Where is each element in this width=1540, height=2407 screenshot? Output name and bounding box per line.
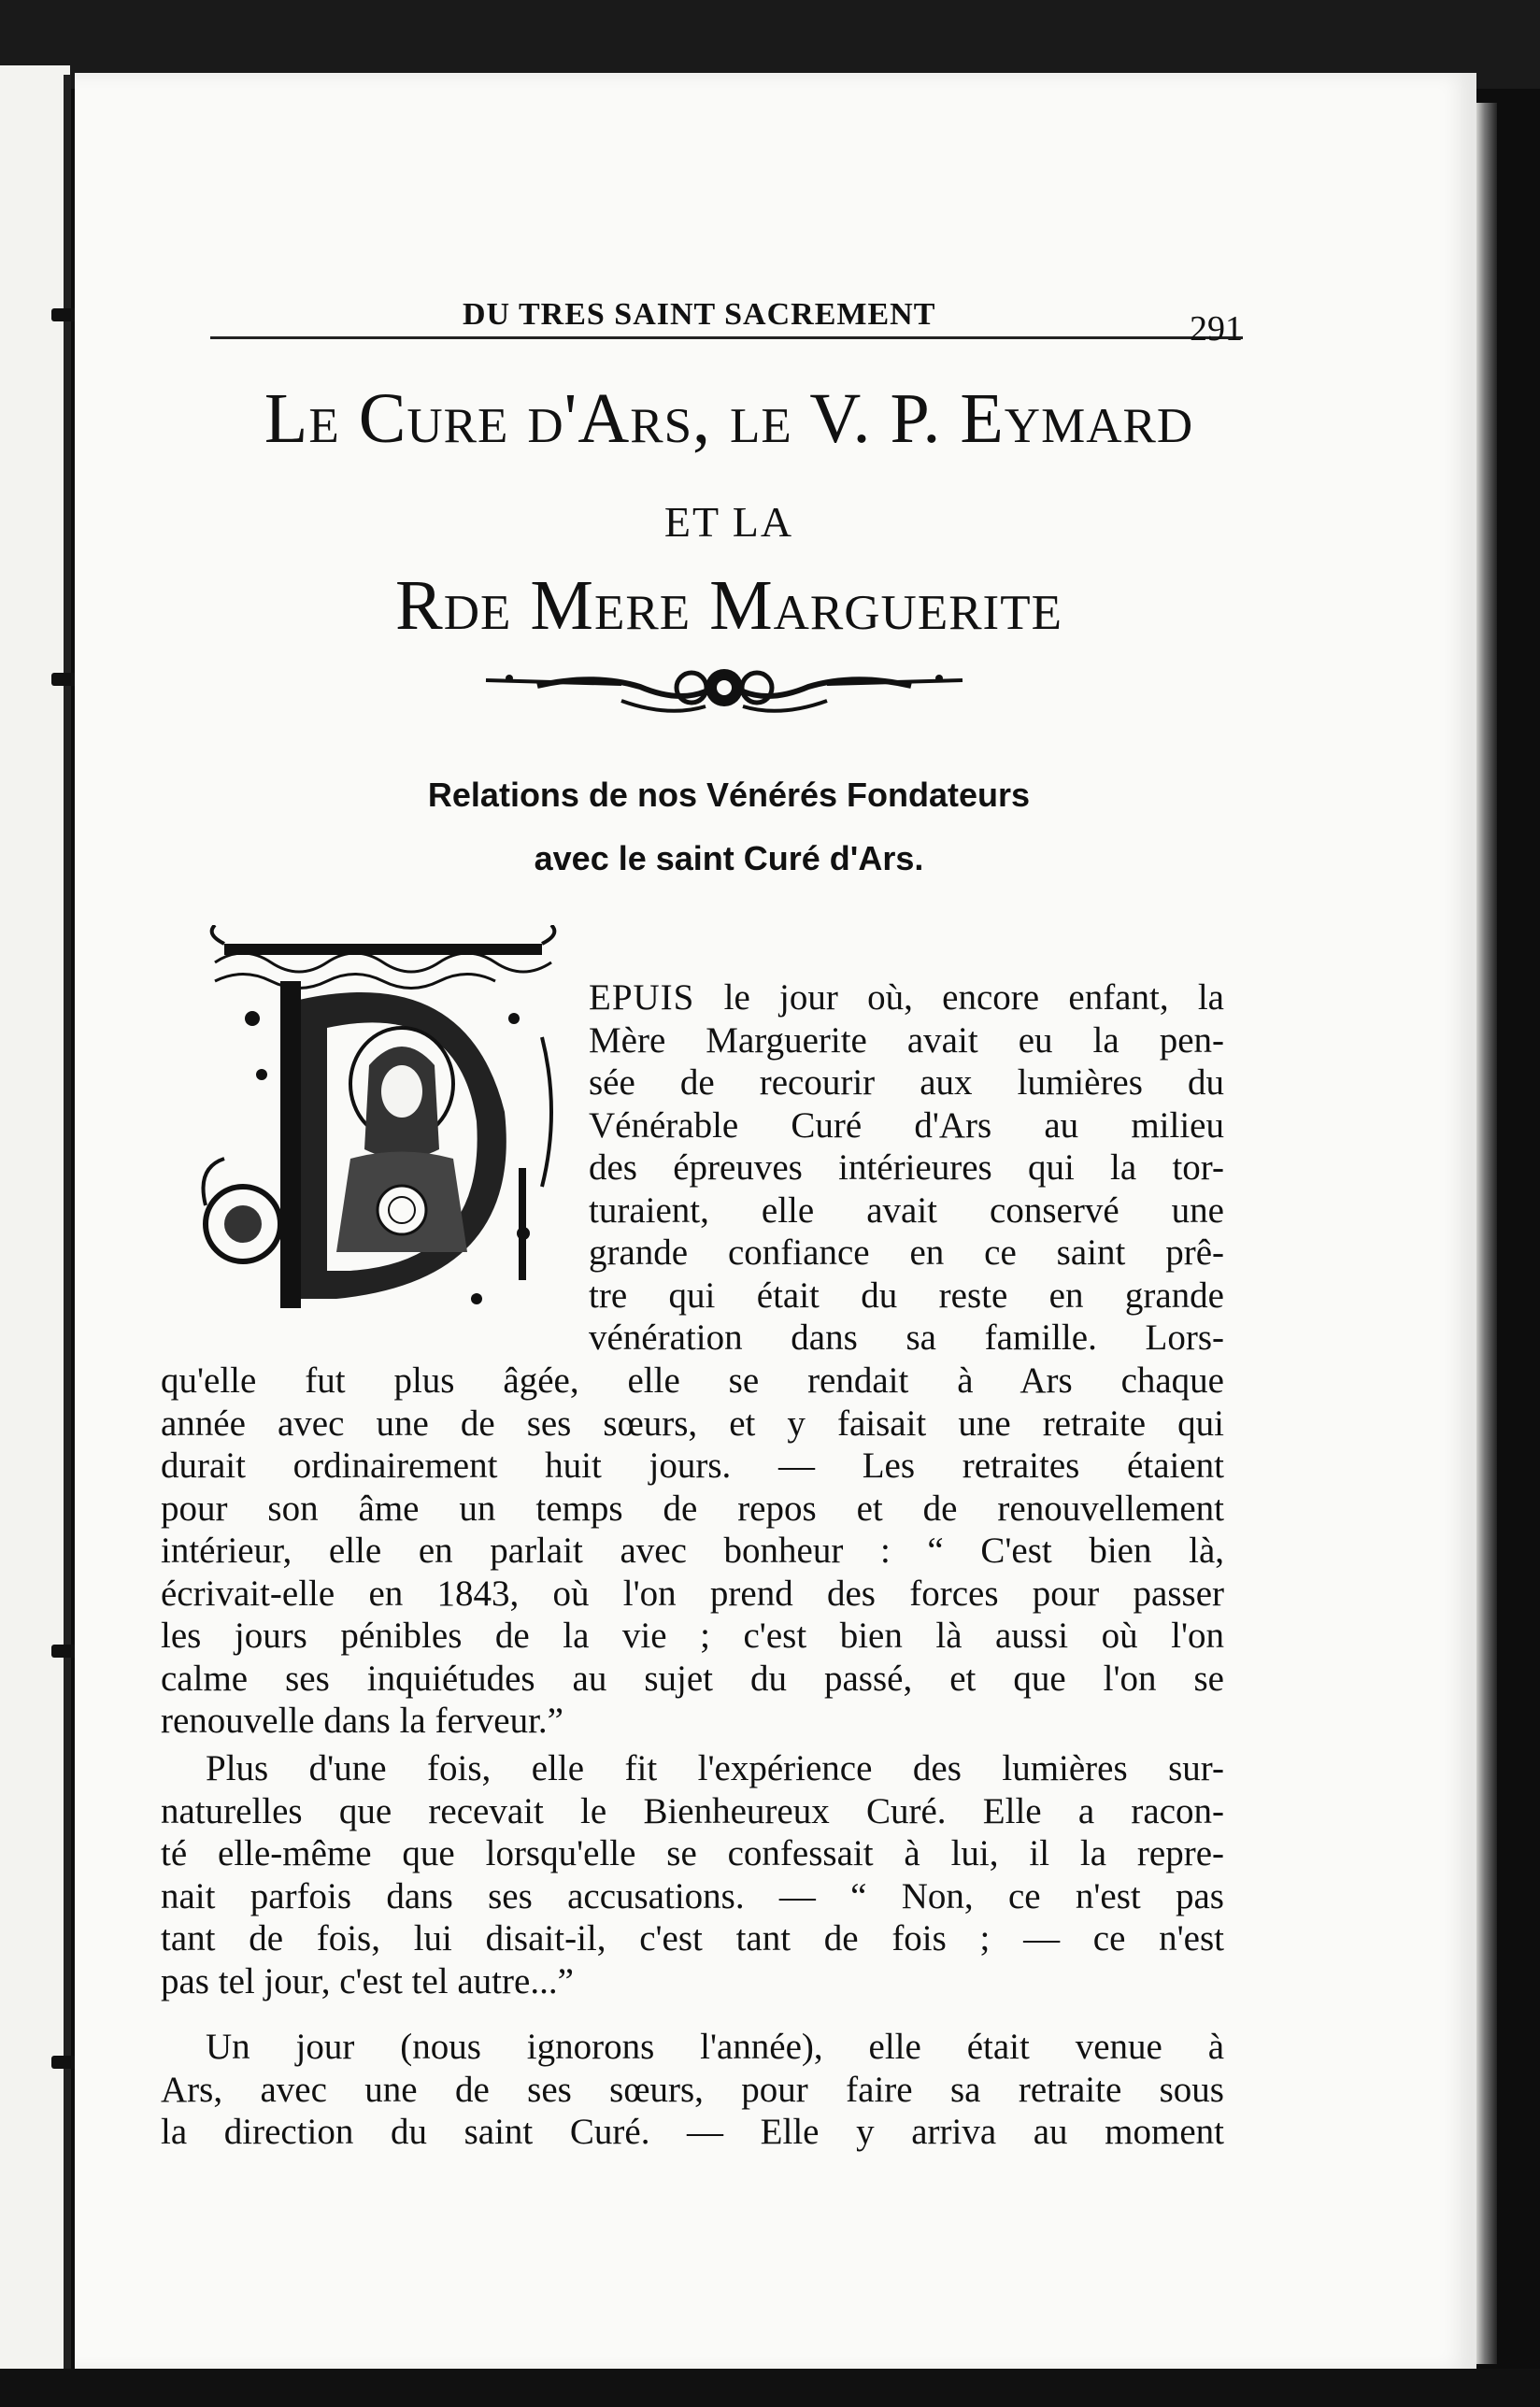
running-head [210,280,1243,349]
text-line: qu'elle fut plus âgée, elle se rendait à Ars chaque [161,1360,1224,1401]
text-line: turaient, elle avait conservé une [589,1189,1224,1231]
article-title-line1: Le Cure d'Ars, le V. P. Eymard [264,379,1194,458]
text-line: tant de fois, lui disait-il, c'est tant de fois ; — ce n'est [161,1918,1224,1958]
text-line: tre qui était du reste en grande [589,1275,1224,1316]
illuminated-initial-d-icon [187,925,570,1332]
text-line: naturelles que recevait le Bienheureux Curé. Elle a racon- [161,1790,1224,1831]
text-line: pour son âme un temps de repos et de renouvellement [161,1488,1224,1529]
text-line: la direction du saint Curé. — Elle y arriva au moment [161,2112,1224,2152]
text-line: Vénérable Curé d'Ars au milieu [589,1104,1224,1146]
text-line: pas tel jour, c'est tel autre...” [161,1960,574,2001]
text-line: EPUIS le jour où, encore enfant, la [589,977,1224,1018]
article-title-line2: ET LA [663,498,794,546]
dropcap-continuation: EPUIS [589,977,695,1018]
paragraph-1-beside-initial [589,976,1224,1360]
text-line: Mère Marguerite avait eu la pen- [589,1019,1224,1061]
text-line: nait parfois dans ses accusations. — “ Non, ce n'est pas [161,1875,1224,1916]
text-line: durait ordinairement huit jours. — Les retraites étaient [161,1446,1224,1486]
text-line: Plus d'une fois, elle fit l'expérience des lumières sur- [206,1748,1224,1788]
decorative-flourish-icon [481,645,967,729]
running-title: DU TRES SAINT SACREMENT [463,297,936,332]
paragraph-3 [161,2026,1224,2154]
book-gutter [64,75,71,2373]
facing-page-edge [0,65,70,2373]
text-line: té elle-même que lorsqu'elle se confessait à lui, il la repre- [161,1833,1224,1873]
text-line: Un jour (nous ignorons l'année), elle était venue à [206,2027,1224,2067]
text-line: sée de recourir aux lumières du [589,1062,1224,1103]
text-line: intérieur, elle en parlait avec bonheur : “ C'est bien là, [161,1531,1224,1571]
page-block-edge [1476,103,1497,2364]
paragraph-1-continued [161,1360,1224,1743]
subtitle-line2: avec le saint Curé d'Ars. [534,839,924,877]
paragraph-2 [161,1747,1224,2002]
text-line: calme ses inquiétudes au sujet du passé, et que l'on se [161,1658,1224,1699]
text-line: écrivait-elle en 1843, où l'on prend des forces pour passer [161,1573,1224,1614]
text-line: grande confiance en ce saint prê- [589,1232,1224,1273]
article-title-line3: Rde Mere Marguerite [395,566,1062,645]
text-line: Ars, avec une de ses sœurs, pour faire sa retraite sous [161,2069,1224,2110]
text-line: les jours pénibles de la vie ; c'est bien là aussi où l'on [161,1616,1224,1656]
scan-bottom-border [0,2369,1540,2407]
text-line: vénération dans sa famille. Lors- [589,1317,1224,1358]
text-line: année avec une de ses sœurs, et y faisait une retraite qui [161,1403,1224,1444]
subtitle-line1: Relations de nos Vénérés Fondateurs [427,776,1031,814]
text-line: renouvelle dans la ferveur.” [161,1701,563,1741]
page-number: 291 [1190,309,1243,349]
text-line: des épreuves intérieures qui la tor- [589,1147,1224,1188]
